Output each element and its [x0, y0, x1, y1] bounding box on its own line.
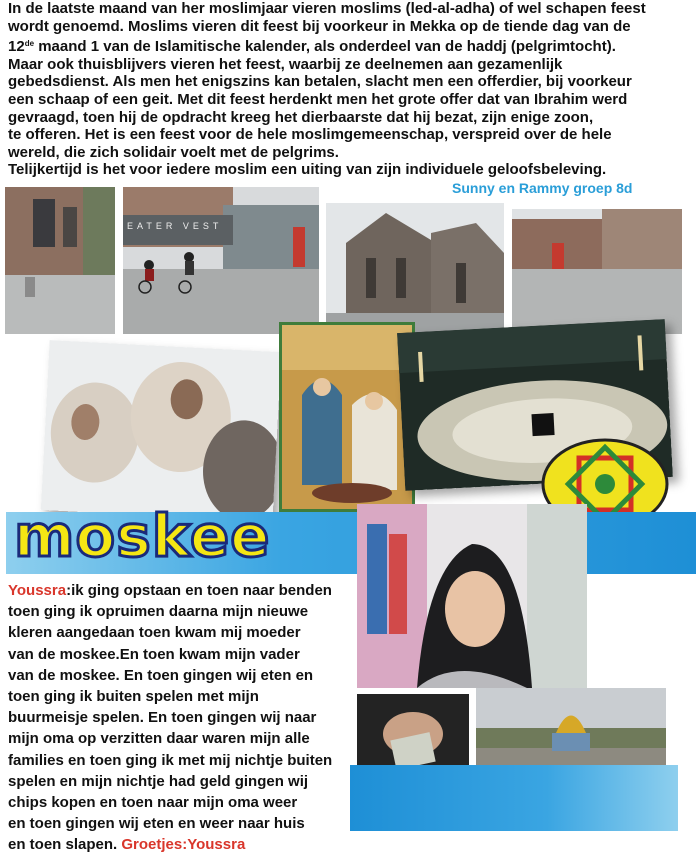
intro-line: Telijkertijd is het voor iedere moslim een uiting van zijn individuele geloofsbeleving.	[8, 161, 607, 179]
bottom-banner	[350, 765, 678, 831]
story-line: van de moskee.En toen kwam mijn vader	[8, 645, 300, 663]
intro-line: gevraagd, toen hij de opdracht kreeg het dierbaarste dat hij bezat, zijn enige zoon,	[8, 108, 594, 126]
painting-photo	[279, 322, 415, 512]
month-suffix: de	[24, 39, 35, 49]
intro-line-rest: maand 1 van de Islamitische kalender, als onderdeel van de haddj (pelgrimtocht).	[34, 38, 616, 56]
story-line: en toen gingen wij eten en weer naar huis	[8, 815, 305, 833]
story-line: spelen en mijn nichtje had geld gingen wij	[8, 772, 309, 790]
youssra-story	[8, 580, 368, 856]
intro-line: wereld, die zich solidair voelt met de pelgrims.	[8, 143, 339, 161]
square-photo-art	[512, 209, 682, 334]
intro-line: te offeren. Het is een feest voor de hele moslimgemeenschap, verspreid over de hele	[8, 126, 612, 144]
story-line-text: en toen slapen.	[8, 836, 122, 854]
cathedral-photo	[326, 203, 504, 334]
church-photo-art	[5, 187, 115, 334]
square-photo	[512, 209, 682, 334]
theater-sign-text: EATER VEST	[127, 221, 223, 231]
intro-line: In de laatste maand van her moslimjaar vieren moslims (led-al-adha) of wel schapen feest	[8, 0, 646, 17]
story-line: kleren aangedaan toen kwam mij moeder	[8, 624, 301, 642]
painting-photo-art	[282, 325, 412, 509]
intro-line: gebedsdienst. Als men het enigszins kan betalen, slacht men een offerdier, bij voorkeur	[8, 73, 632, 91]
theater-photo	[123, 187, 319, 334]
story-line: families en toen ging ik met mij nichtje buiten	[8, 751, 333, 769]
intro-line: wordt genoemd. Moslims vieren dit feest bij voorkeur in Mekka op de tiende dag van de	[8, 17, 631, 35]
cathedral-photo-art	[326, 203, 504, 334]
story-line-rest: :ik ging opstaan en toen naar benden	[66, 582, 332, 599]
month-number: 12	[8, 38, 25, 56]
banner-title: moskee	[14, 502, 271, 570]
credit-text: Sunny en Rammy groep 8d	[452, 180, 633, 196]
story-last-line	[8, 834, 368, 855]
sheep-photo	[41, 340, 282, 522]
story-line: toen ging ik buiten spelen met mijn	[8, 688, 259, 706]
sheep-photo-art	[41, 340, 282, 522]
story-line: van de moskee. En toen gingen wij eten en	[8, 666, 314, 684]
story-signoff: Groetjes:Youssra	[121, 836, 246, 854]
story-line: buurmeisje spelen. En toen gingen wij naar	[8, 709, 317, 727]
church-photo	[5, 187, 115, 334]
story-author: Youssra	[8, 582, 67, 599]
girl-photo-art	[357, 504, 587, 688]
girl-photo	[357, 504, 587, 688]
story-first-line	[8, 580, 368, 601]
intro-line: een schaap of een geit. Met dit feest herdenkt men het grote offer dat van Ibrahim werd	[8, 90, 628, 108]
story-line: chips kopen en toen naar mijn oma weer	[8, 794, 298, 812]
story-line: toen ging ik opruimen daarna mijn nieuwe	[8, 603, 309, 621]
intro-text	[8, 0, 698, 179]
theater-photo-art	[123, 187, 319, 334]
intro-line: Maar ook thuisblijvers vieren het feest, waarbij ze deelnemen aan gezamenlijk	[8, 55, 563, 73]
intro-line	[8, 35, 698, 56]
story-line: mijn oma op verzitten daar waren mijn alle	[8, 730, 310, 748]
